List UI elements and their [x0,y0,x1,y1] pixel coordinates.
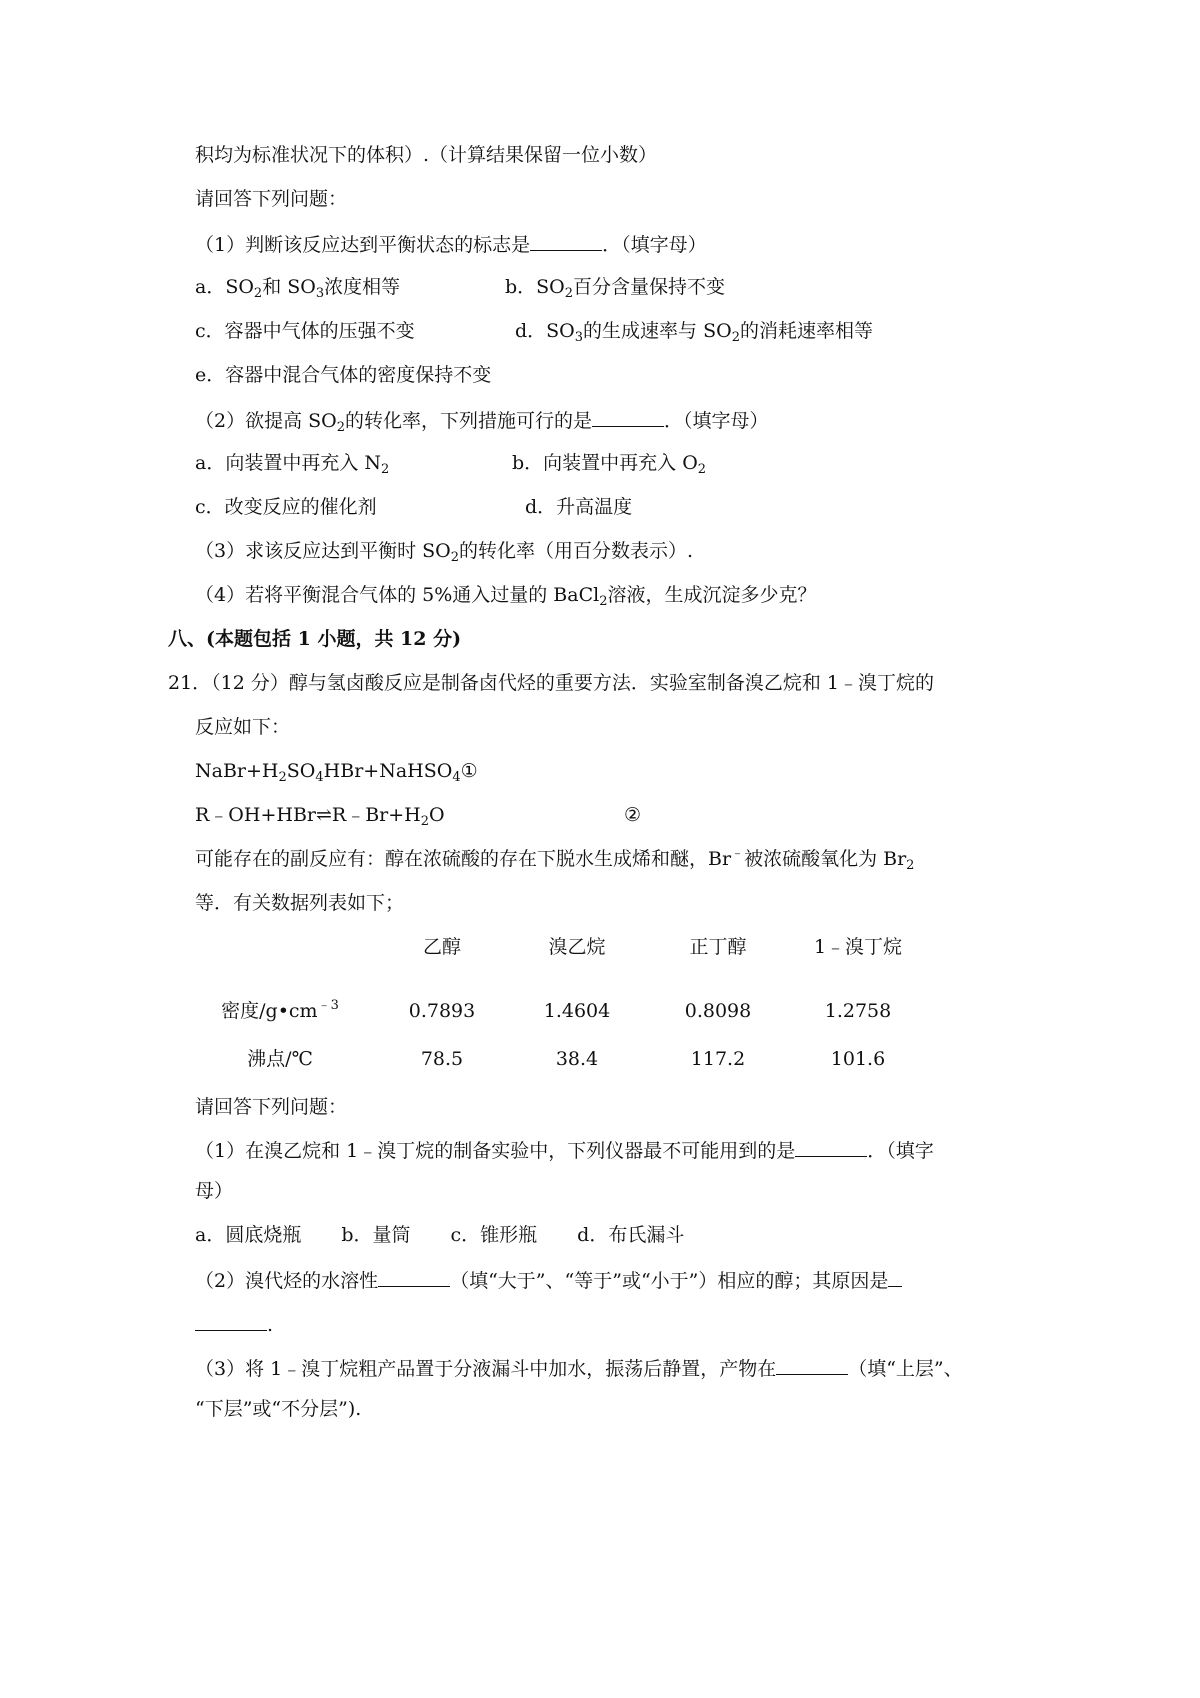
side-reactions-cont: 等．有关数据列表如下； [195,892,405,914]
table-cell: 101.6 [830,1048,886,1070]
intro-tail: 积均为标准状况下的体积）.（计算结果保留一位小数） [195,144,658,166]
table-header-butanol: 正丁醇 [689,936,747,958]
q1-option-d: d．$SO_3$的生成速率与 $SO_2$的消耗速率相等 [515,320,873,345]
answer-blank[interactable] [888,1266,902,1287]
table-cell: 1.4604 [543,1000,611,1022]
answer-blank[interactable] [776,1354,848,1375]
table-cell: 38.4 [555,1048,599,1070]
table-cell: 78.5 [420,1048,464,1070]
part-3: （3）将 1﹣溴丁烷粗产品置于分液漏斗中加水，振荡后静置，产物在 （填“上层”、 [195,1354,963,1382]
question-4: （4）若将平衡混合气体的 5%通入过量的 BaCl$_2$溶液，生成沉淀多少克？ [195,584,817,609]
question-2: （2）欲提高 $SO_2$的转化率，下列措施可行的是 ．（填字母） [195,406,769,434]
part-3-cont: “下层”或“不分层”). [195,1398,362,1420]
section-heading: 八、(本题包括 1 小题，共 12 分) [168,628,462,650]
table-cell: 117.2 [690,1048,746,1070]
q2-option-c: c．改变反应的催化剂 [195,496,377,518]
part-2-cont: . [195,1310,273,1338]
part-1: （1）在溴乙烷和 1﹣溴丁烷的制备实验中，下列仪器最不可能用到的是 ．（填字 [195,1136,934,1164]
answer-blank[interactable] [378,1266,450,1287]
q21-intro-cont: 反应如下： [195,716,291,738]
table-header-bromoethane: 溴乙烷 [548,936,606,958]
part-2: （2）溴代烃的水溶性 （填“大于”、“等于”或“小于”）相应的醇；其原因是 [195,1266,902,1294]
q21-intro: 21．（12 分）醇与氢卤酸反应是制备卤代烃的重要方法．实验室制备溴乙烷和 1﹣溴丁烷的 [168,672,935,694]
table-header-ethanol: 乙醇 [422,936,461,958]
answer-blank[interactable] [795,1136,867,1157]
q2-option-b: b．向装置中再充入 $O_2$ [512,452,707,477]
answer-blank[interactable] [592,406,664,427]
table-label-density: 密度$/g•cm^{﹣3}$ [221,998,339,1022]
table-cell: 0.8098 [684,1000,752,1022]
q1-option-a: a．$SO_2$和 $SO_3$浓度相等 [195,276,401,301]
side-reactions: 可能存在的副反应有：醇在浓硫酸的存在下脱水生成烯和醚，Br﹣被浓硫酸氧化为 $Br_2$ [195,846,915,873]
answer-blank[interactable] [530,230,602,251]
q1-option-e: e．容器中混合气体的密度保持不变 [195,364,492,386]
answer-blank[interactable] [195,1310,267,1331]
table-cell: 1.2758 [824,1000,892,1022]
table-cell: 0.7893 [408,1000,476,1022]
q1-option-b: b．$SO_2$百分含量保持不变 [505,276,726,301]
part-1-options: a．圆底烧瓶 b．量筒 c．锥形瓶 d．布氏漏斗 [195,1224,685,1246]
part-1-cont: 母） [195,1180,234,1202]
q1-option-c: c．容器中气体的压强不变 [195,320,415,342]
question-1: （1）判断该反应达到平衡状态的标志是 ．（填字母） [195,230,707,258]
table-label-boiling-point: 沸点/℃ [247,1048,313,1070]
reaction-2: $R﹣OH+HBr\rightleftharpoons R﹣Br+H_2O$ [195,804,445,829]
q2-option-a: a．向装置中再充入 $N_2$ [195,452,390,477]
prompt-2: 请回答下列问题： [195,1096,348,1118]
table-header-bromobutane: 1﹣溴丁烷 [813,936,903,958]
reaction-2-number: ② [624,804,642,826]
q2-option-d: d．升高温度 [525,496,633,518]
reaction-1: $NaBr+H_2SO_4HBr+NaHSO_4①$ [195,760,478,785]
question-3: （3）求该反应达到平衡时 $SO_2$的转化率（用百分数表示）. [195,540,694,565]
prompt-1: 请回答下列问题： [195,188,348,210]
